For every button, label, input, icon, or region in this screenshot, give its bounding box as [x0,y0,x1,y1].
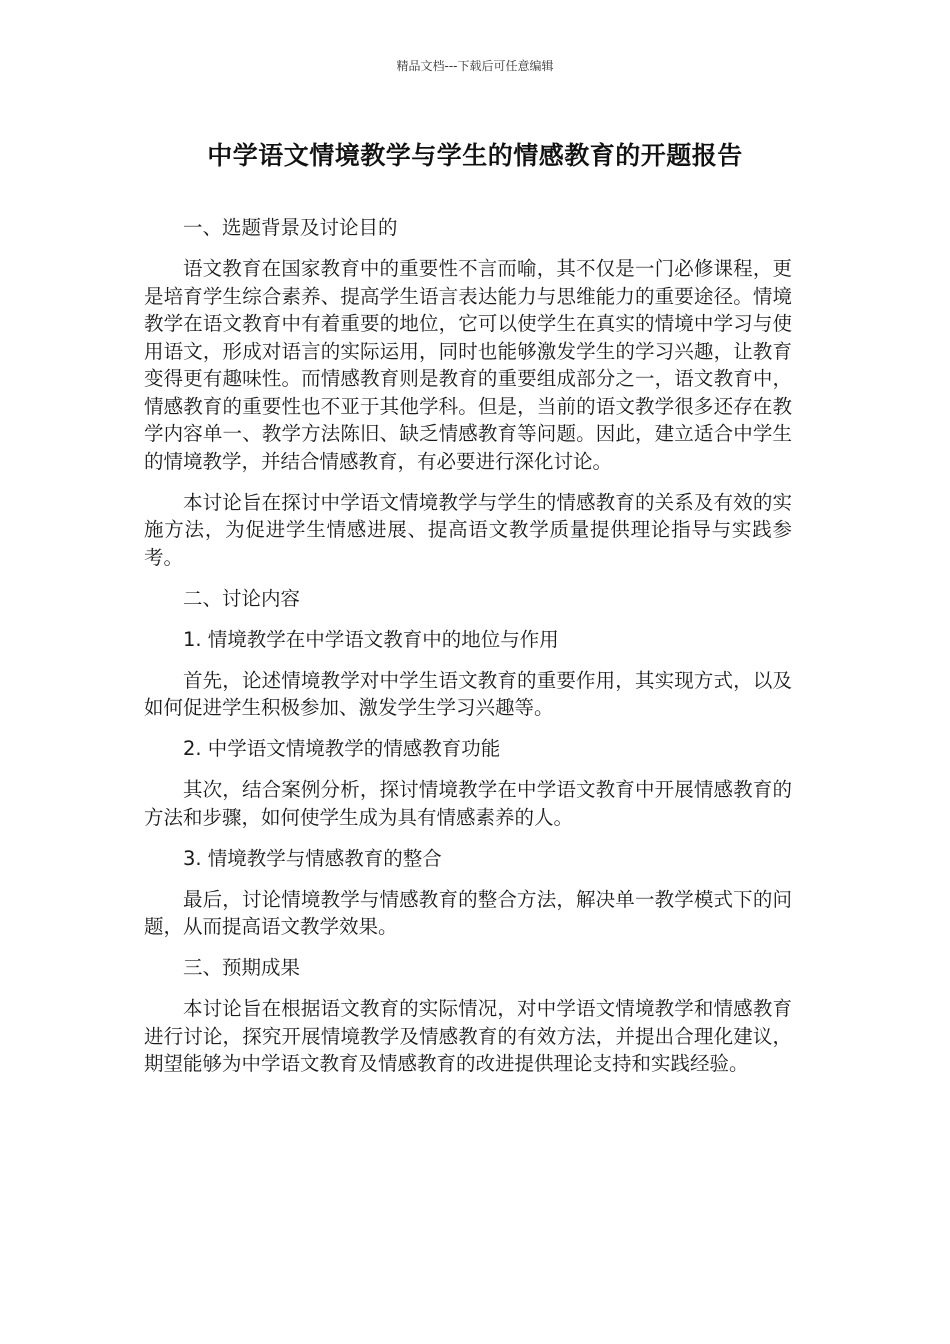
page-title: 中学语文情境教学与学生的情感教育的开题报告 [207,141,743,170]
paragraph-item-1: 首先，论述情境教学对中学生语文教育的重要作用，其实现方式，以及如何促进学生积极参加、激发学生学习兴趣等。 [144,668,792,719]
header-note: 精品文档---下载后可任意编辑 [396,59,554,73]
subheading-item-2: 2. 中学语文情境教学的情感教育功能 [183,737,501,760]
section-heading-outcomes: 三、预期成果 [183,956,301,979]
section-heading-content: 二、讨论内容 [183,586,301,610]
paragraph-item-3: 最后，讨论情境教学与情感教育的整合方法，解决单一教学模式下的问题，从而提高语文教学效果。 [144,887,792,938]
document-body [144,214,792,1091]
paragraph-purpose: 本讨论旨在探讨中学语文情境教学与学生的情感教育的关系及有效的实施方法，为促进学生情感进展、提高语文教学质量提供理论指导与实践参考。 [144,490,792,569]
paragraph-outcomes: 本讨论旨在根据语文教育的实际情况，对中学语文情境教学和情感教育进行讨论，探究开展情境教学及情感教育的有效方法，并提出合理化建议，期望能够为中学语文教育及情感教育的改进提供理论支持和实践经验。 [144,997,792,1075]
subheading-item-1: 1. 情境教学在中学语文教育中的地位与作用 [183,627,559,651]
paragraph-background: 语文教育在国家教育中的重要性不言而喻，其不仅是一门必修课程，更是培育学生综合素养、提高学生语言表达能力与思维能力的重要途径。情境教学在语文教育中有着重要的地位，它可以使学生在真实的情境中学习与使用语文，形成对语言的实际运用，同时也能够激发学生的学习兴趣，让教育变得更有趣味性。而情感教育则是教育的重要组成部分之一，语文教育中，情感教育的重要性也不亚于其他学科。但是，当前的语文教学很多还存在教学内容单一、教学方法陈旧、缺乏情感教育等问题。因此，建立适合中学生的情境教学，并结合情感教育，有必要进行深化讨论。 [144,257,792,473]
subheading-item-3: 3. 情境教学与情感教育的整合 [183,846,442,870]
paragraph-item-2: 其次，结合案例分析，探讨情境教学在中学语文教育中开展情感教育的方法和步骤，如何使学生成为具有情感素养的人。 [144,778,792,829]
section-heading-background: 一、选题背景及讨论目的 [183,216,398,239]
